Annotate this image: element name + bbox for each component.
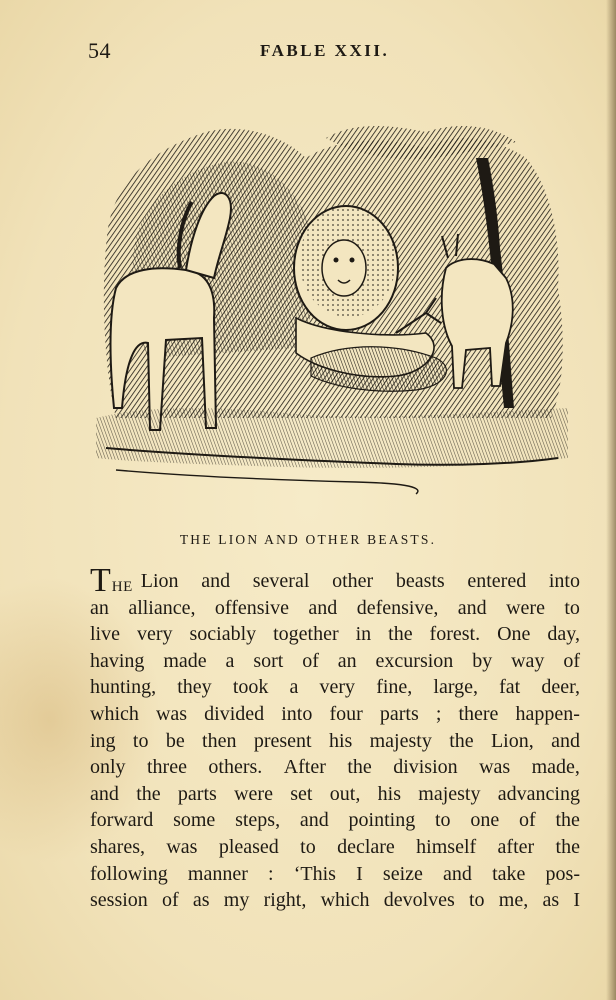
text-line xyxy=(90,562,580,599)
text-line: hunting, they took a very fine, large, fat deer, xyxy=(90,676,580,699)
drop-cap: T xyxy=(90,562,111,599)
text-line: and the parts were set out, his majesty advancing xyxy=(90,782,580,805)
text-line: following manner : ‘This I seize and take pos- xyxy=(90,862,580,885)
fable-text xyxy=(90,562,580,914)
text-line: which was divided into four parts ; there happen- xyxy=(90,702,580,725)
text-line: shares, was pleased to declare himself after the xyxy=(90,835,580,858)
page-edge-shadow xyxy=(606,0,616,1000)
text-line: forward some steps, and pointing to one of the xyxy=(90,809,580,832)
first-line-rest: Lion and several other beasts entered into xyxy=(140,570,580,592)
text-line: an alliance, offensive and defensive, and were to xyxy=(90,596,580,619)
text-line: having made a sort of an excursion by way of xyxy=(90,649,580,672)
woodcut-illustration xyxy=(96,118,568,498)
page-number: 54 xyxy=(88,38,111,63)
text-line: only three others. After the division was made, xyxy=(90,756,580,779)
running-head: FABLE XXII. xyxy=(260,41,390,60)
text-line: live very sociably together in the forest. One day, xyxy=(90,623,580,646)
small-caps: HE xyxy=(111,579,133,595)
illustration-caption: THE LION AND OTHER BEASTS. xyxy=(179,532,437,547)
page-header xyxy=(88,38,408,68)
text-line: session of as my right, which devolves to me, as I xyxy=(90,889,580,912)
text-line: ing to be then present his majesty the Lion, and xyxy=(90,729,580,752)
